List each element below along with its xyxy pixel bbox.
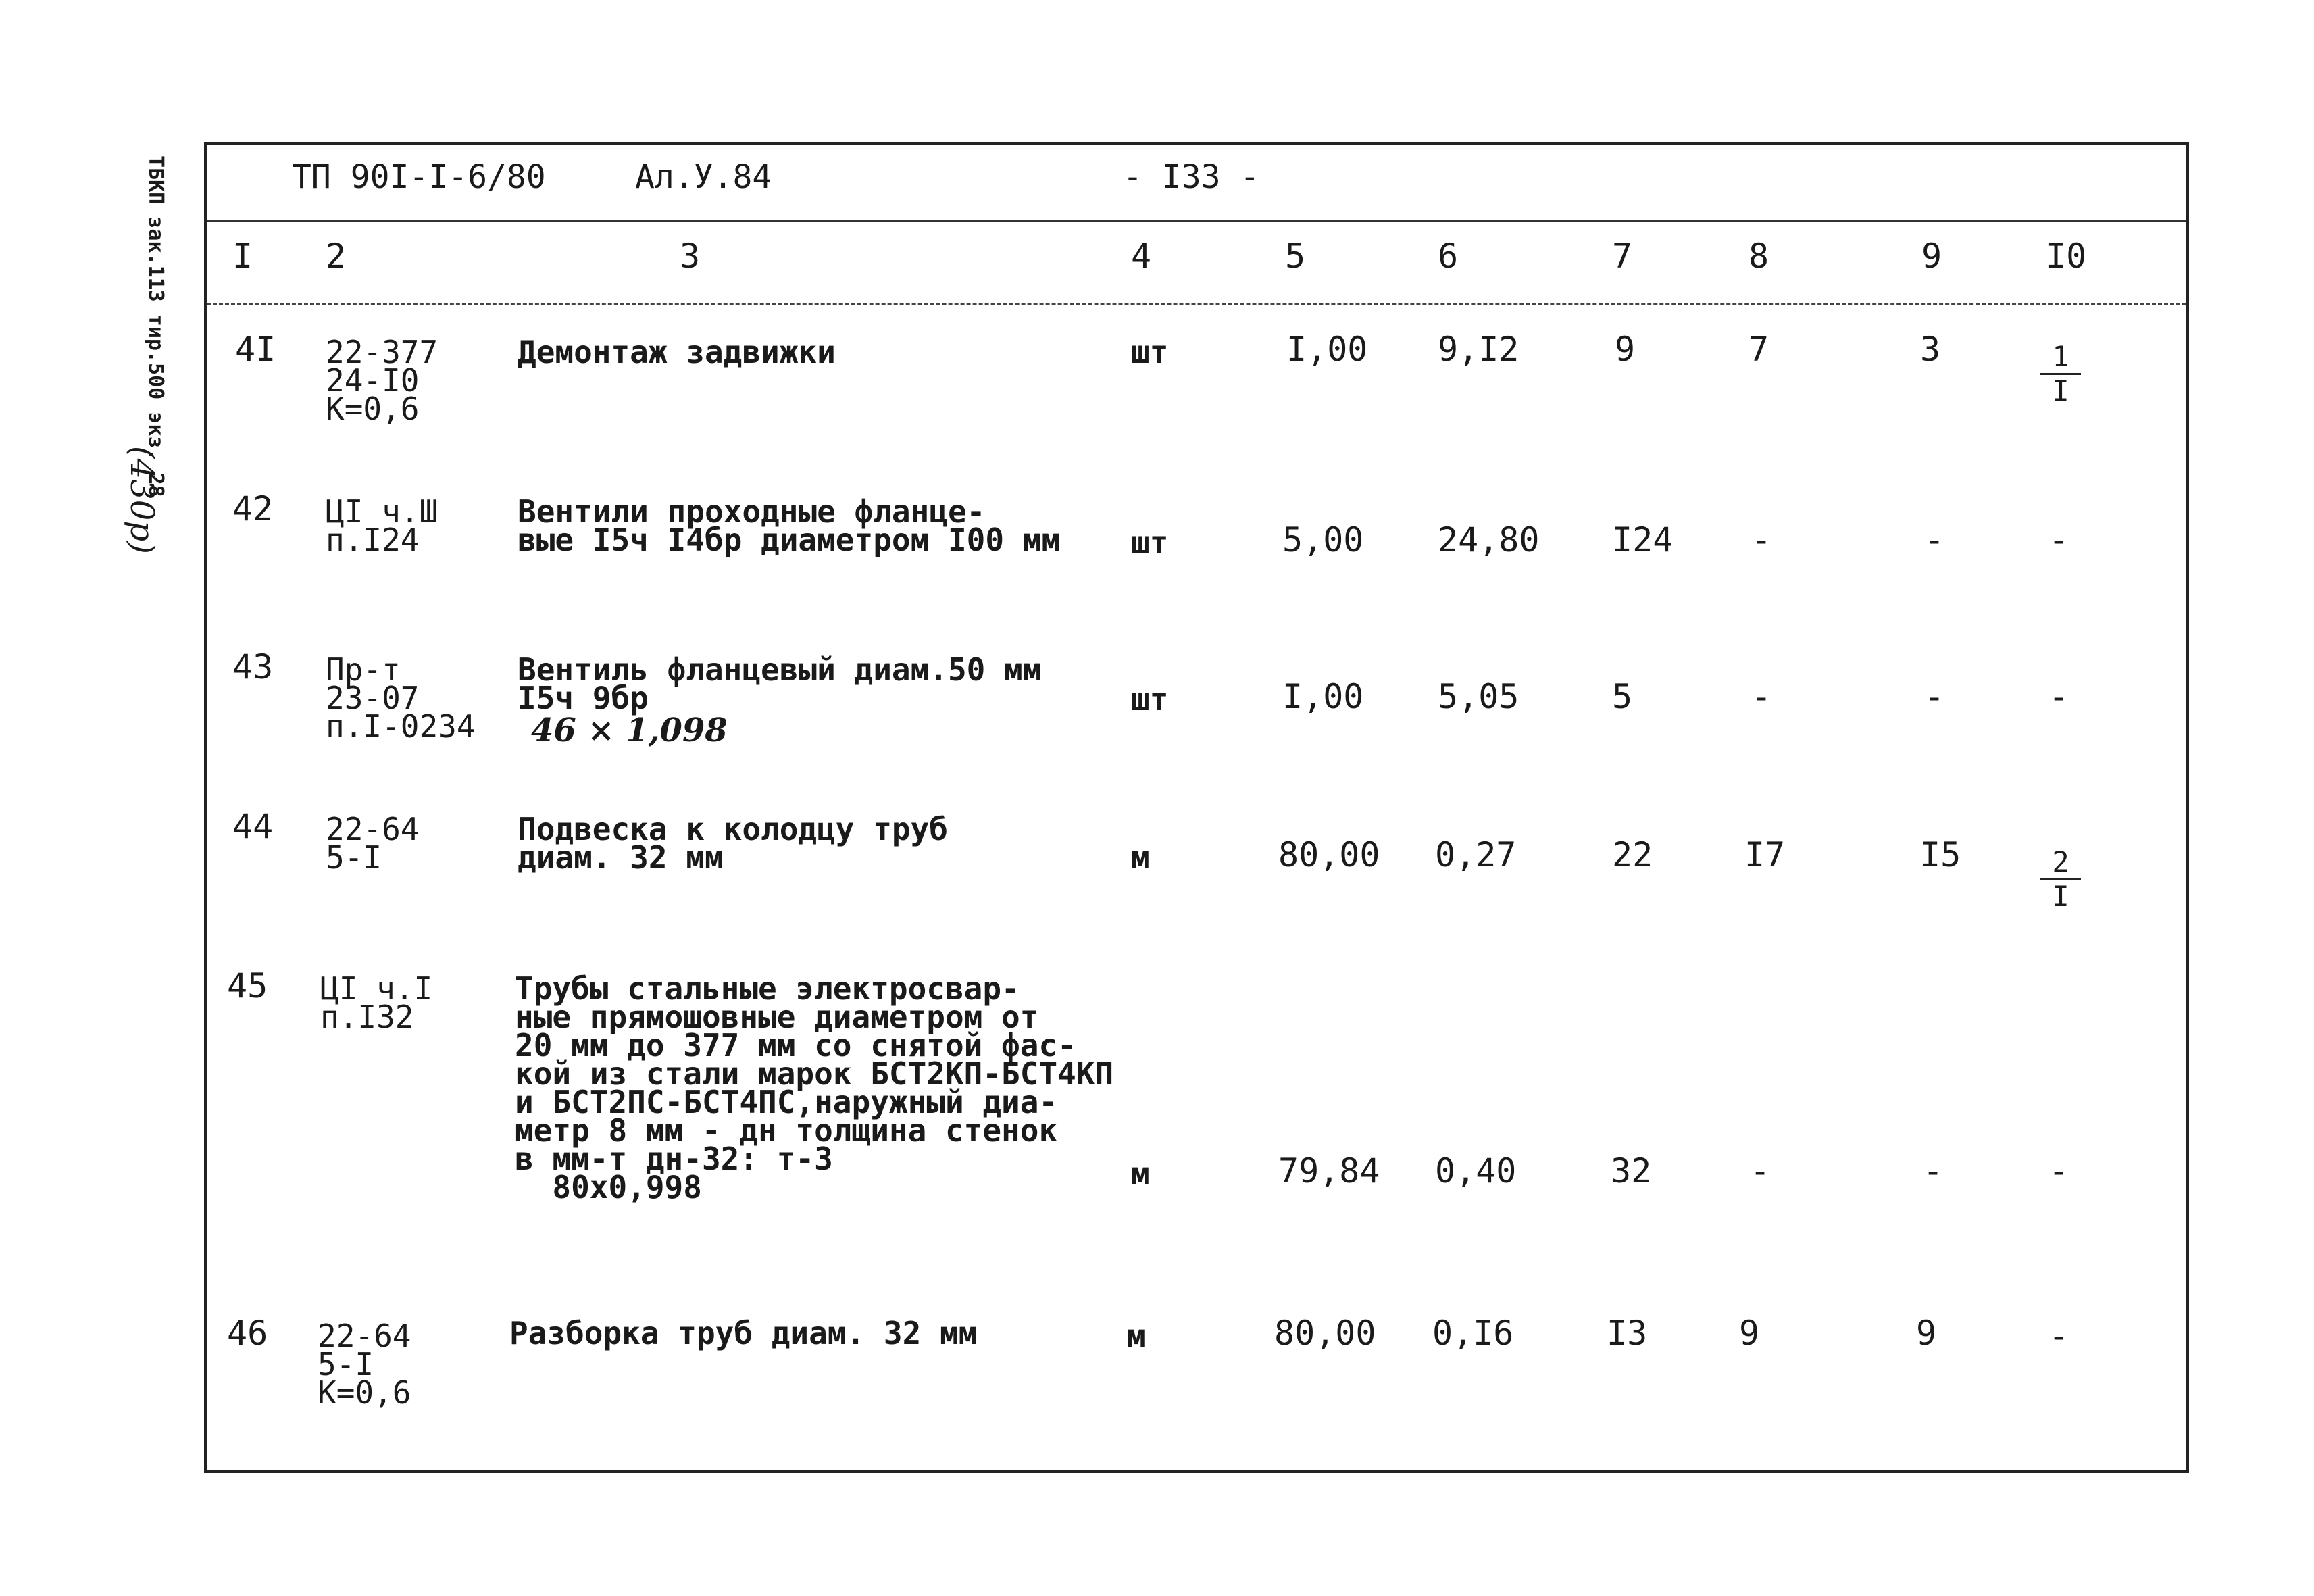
column-10-fraction [2040,341,2081,407]
unit: м [1131,1155,1150,1192]
fraction-numerator: 1 [2040,341,2081,375]
fraction-denominator: I [2052,880,2069,913]
column-8-value: 9 [1739,1314,1760,1353]
fraction-denominator: I [2052,374,2069,407]
column-number: 4 [1131,236,1152,276]
column-8-value: 7 [1749,330,1769,369]
column-9-value: I5 [1920,835,1961,874]
column-8-value: - [1750,1151,1771,1191]
header-divider [207,220,2186,222]
row-number: 46 [227,1314,268,1353]
column-8-value: I7 [1744,835,1786,874]
column-9-value: - [1924,677,1945,716]
column-9-value: 3 [1920,330,1941,369]
work-description: Разборка труб диам. 32 мм [509,1315,978,1351]
work-description: Трубы стальные электросвар- ные прямошовные диаметром от 20 мм до 377 мм со снятой фас- кой из стали марок БСТ2КП-БСТ4КП и БСТ2ПС-БСТ4ПС,наружный диа- метр 8 мм - дн толщина стенок в мм-т дн-32: т-3 80х0,998 [515,970,1114,1205]
norm-code: 22-64 5-I К=0,6 [318,1318,411,1411]
album-number: Ал.У.84 [635,158,772,196]
row-number: 44 [232,807,274,846]
row-number: 4I [235,330,276,369]
column-7-value: I3 [1607,1314,1648,1353]
unit: шт [1131,334,1169,370]
column-10-value: - [2048,1316,2069,1355]
norm-code: ЦI ч.I п.I32 [320,970,433,1035]
row-number: 42 [232,489,274,528]
norm-code: 22-64 5-I [326,811,420,876]
column-10-value: - [2048,520,2069,559]
column-7-value: 9 [1615,330,1636,369]
column-number: 6 [1438,236,1459,276]
column-number: 8 [1749,236,1769,276]
row-number: 45 [227,966,268,1005]
column-9-value: 9 [1916,1314,1937,1353]
column-number: 9 [1921,236,1942,276]
quantity: 5,00 [1282,520,1364,559]
document-sheet [204,142,2189,1473]
column-7-value: 32 [1611,1151,1652,1191]
column-10-value: - [2048,1151,2069,1191]
work-description: Подвеска к колодцу труб диам. 32 мм [518,811,948,876]
print-run-note: ТБКП зак.113 тир.500 экз. 28 [144,155,168,497]
column-9-value: - [1924,520,1945,559]
unit: м [1131,839,1150,876]
work-description: Демонтаж задвижки [518,334,836,370]
quantity: I,00 [1282,677,1364,716]
column-9-value: - [1923,1151,1944,1191]
norm-code: 22-377 24-I0 К=0,6 [326,334,438,427]
column-8-value: - [1751,677,1772,716]
work-description: Вентили проходные фланце- вые I5ч I4бр диаметром I00 мм [518,493,1061,558]
quantity: 79,84 [1278,1151,1380,1191]
page-number: - I33 - [1123,158,1260,196]
unit: шт [1131,681,1169,718]
column-8-value: - [1751,520,1772,559]
row-number: 43 [232,647,274,687]
work-description: Вентиль фланцевый диам.50 мм I5ч 9бр [518,651,1042,716]
column-10-value: - [2048,677,2069,716]
column-7-value: 22 [1612,835,1653,874]
column-number: 7 [1612,236,1633,276]
norm-code: ЦI ч.Ш п.I24 [326,493,438,558]
column-number: 2 [326,236,347,276]
column-7-value: 5 [1612,677,1633,716]
quantity: I,00 [1286,330,1368,369]
column-number: I0 [2046,236,2087,276]
fraction-numerator: 2 [2040,846,2081,880]
column-7-value: I24 [1612,520,1674,559]
unit: шт [1131,524,1169,561]
handwritten-margin-note: (430р) [123,446,161,554]
unit-price: 0,40 [1435,1151,1517,1191]
quantity: 80,00 [1278,835,1380,874]
unit-price: 0,I6 [1432,1314,1514,1353]
column-number: I [232,236,253,276]
unit: м [1127,1318,1146,1354]
column-number: 3 [680,236,701,276]
column-number: 5 [1285,236,1306,276]
unit-price: 9,I2 [1438,330,1519,369]
quantity: 80,00 [1274,1314,1376,1353]
unit-price: 0,27 [1435,835,1517,874]
unit-price: 24,80 [1438,520,1540,559]
norm-code: Пр-т 23-07 п.I-0234 [326,651,476,745]
document-code: ТП 90I-I-6/80 [292,158,546,196]
column-header-divider [207,303,2186,305]
unit-price: 5,05 [1438,677,1519,716]
handwritten-note: 46 × 1,098 [531,712,728,749]
column-10-fraction [2040,846,2081,913]
